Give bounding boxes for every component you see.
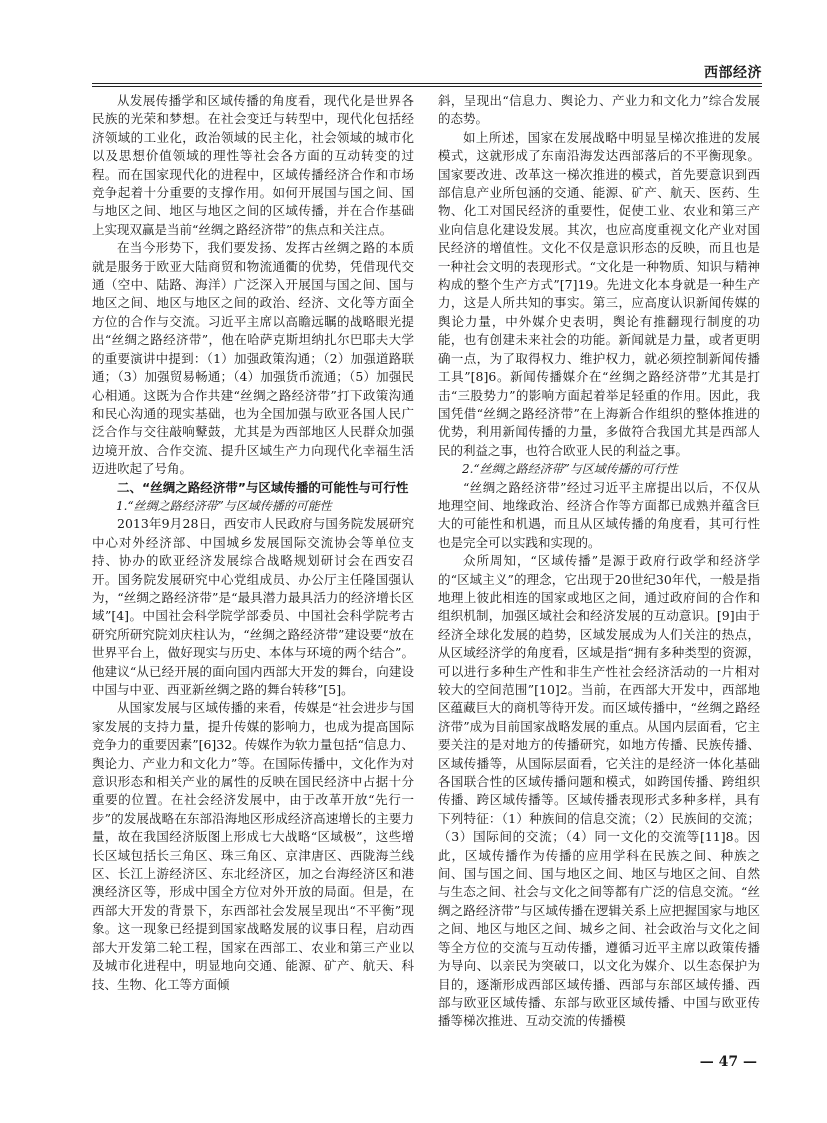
- header-rule: [92, 83, 762, 84]
- subsection-heading: 1.“丝绸之路经济带”与区域传播的可能性: [116, 498, 332, 513]
- paragraph: 从国家发展与区域传播的来看，传媒是“社会进步与国家发展的支持力量，提升传媒的影响力，也成为提高国际竞争力的重要因素”[6]32。传媒作为软力量包括“信息力、舆论力、产业力和文化力”等。在国际传播中，文化作为对意识形态和相关产业的属性的反映在国民经济中占据十分重要的位置。在社会经济发展中，由于改革开放“先行一步”的发展战略在东部沿海地区形成经济高速增长的主要力量，故在我国经济版图上形成七大战略“区域极”，这些增长区域包括长三角区、珠三角区、京津唐区、西陇海兰线区、长江上游经济区、东北经济区，加之台海经济区和港澳经济区等，形成中国全方位对外开放的局面。但是，在西部大开发的背景下，东西部社会发展呈现出“不平衡”现象。这一现象已经提到国家战略发展的议事日程，启动西部大开发第二轮工程，国家在西部工、农业和第三产业以及城市化进程中，明显地向交通、能源、矿产、航天、科技、生物、化工等方面倾: [92, 700, 414, 992]
- paragraph: 从发展传播学和区域传播的角度看，现代化是世界各民族的光荣和梦想。在社会变迁与转型中，现代化包括经济领域的工业化，政治领域的民主化，社会领域的城市化以及思想价值领域的理性等社会各方面的互动转变的过程。而在国家现代化的进程中，区域传播经济合作和市场竞争起着十分重要的支撑作用。如何开展国与国之间、国与地区之间、地区与地区之间的区域传播，并在合作基础上实现双赢是当前“丝绸之路经济带”的焦点和关注点。: [92, 93, 414, 237]
- page-number: — 47 —: [699, 1054, 757, 1070]
- paragraph: 如上所述，国家在发展战略中明显呈梯次推进的发展模式，这就形成了东南沿海发达西部落后的不平衡现象。国家要改进、改革这一梯次推进的模式，首先要意识到西部信息产业所包涵的交通、能源、矿产、航天、医药、生物、化工对国民经济的重要性，促使工业、农业和第三产业向信息化建设发展。其次，也应高度重视文化产业对国民经济的增值性。文化不仅是意识形态的反映，而且也是一种社会文明的表现形式。“文化是一种物质、知识与精神构成的整个生产方式”[7]19。先进文化本身就是一种生产力，这是人所共知的事实。第三，应高度认识新闻传媒的舆论力量，中外媒介史表明，舆论有推翻现行制度的功能，也有创建未来社会的功能。新闻就是力量，或者更明确一点，为了取得权力、维护权力，就必须控制新闻传播工具”[8]6。新闻传播媒介在“丝绸之路经济带”尤其是打击“三股势力”的影响方面起着举足轻重的作用。因此，我国凭借“丝绸之路经济带”在上海新合作组织的整体推进的优势，利用新闻传播的力量，多做符合我国尤其是西部人民的利益之事，也符合欧亚人民的利益之事。: [438, 129, 760, 458]
- paragraph: 在当今形势下，我们要发扬、发挥古丝绸之路的本质就是服务于欧亚大陆商贸和物流通衢的优势，凭借现代交通（空中、陆路、海洋）广泛深入开展国与国之间、国与地区之间、地区与地区之间的政治、经济、文化等方面全方位的合作与交流。习近平主席以高瞻远瞩的战略眼光提出“丝绸之路经济带”，他在哈萨克斯坦纳扎尔巴耶夫大学的重要演讲中提到：（1）加强政策沟通；（2）加强道路联通；（3）加强贸易畅通；（4）加强货币流通；（5）加强民心相通。这既为合作共建“丝绸之路经济带”打下政策沟通和民心沟通的现实基础，也为全国加强与欧亚各国人民广泛合作与交往敲响鼙鼓，尤其是为西部地区人民群众加强边境开放、合作交流、提升区域生产力向现代化幸福生活迈进吹起了号角。: [92, 240, 414, 477]
- paragraph-continued: 斜，呈现出“信息力、舆论力、产业力和文化力”综合发展的态势。: [438, 93, 760, 127]
- journal-title: 西部经济: [704, 65, 762, 81]
- paragraph: 众所周知，“区域传播”是源于政府行政学和经济学的“区域主义”的理念，它出现于20世纪30年代，一般是指地理上彼此相连的国家或地区之间，通过政府间的合作和组织机制，加强区域社会和经济发展的互动意识。[9]由于经济全球化发展的趋势，区域发展成为人们关注的热点，从区域经济学的角度看，区域是指“拥有多种类型的资源，可以进行多种生产性和非生产性社会经济活动的一片相对较大的空间范围”[10]2。当前，在西部大开发中，西部地区蕴藏巨大的商机等待开发。而区域传播中，“丝绸之路经济带”成为目前国家战略发展的重点。从国内层面看，它主要关注的是对地方的传播研究，如地方传播、民族传播、区域传播等，从国际层面看，它关注的是经济一体化基础各国联合性的区域传播问题和模式，如跨国传播、跨组织传播、跨区域传播等。区域传播表现形式多种多样，具有下列特征：（1）种族间的信息交流；（2）民族间的交流；（3）国际间的交流；（4）同一文化的交流等[11]8。因此，区域传播作为传播的应用学科在民族之间、种族之间、国与国之间、国与地区之间、地区与地区之间、自然与生态之间、社会与文化之间等都有广泛的信息交流。“丝绸之路经济带”与区域传播在逻辑关系上应把握国家与地区之间、地区与地区之间、城乡之间、社会政治与文化之间等全方位的交流与互动传播，遵循习近平主席以政策传播为导向、以亲民为突破口，以文化为媒介、以生态保护为目的，逐渐形成西部区域传播、西部与东部区域传播、西部与欧亚区域传播、东部与欧亚区域传播、中国与欧亚传播等梯次推进、互动交流的传播模: [438, 553, 760, 1029]
- running-header: [92, 62, 762, 84]
- section-heading: 二、“丝绸之路经济带”与区域传播的可能性与可行性: [117, 479, 409, 495]
- paragraph: “丝绸之路经济带”经过习近平主席提出以后，不仅从地理空间、地缘政治、经济合作等方面都已成熟并蕴含巨大的可能性和机遇，而且从区域传播的角度看，其可行性也是完全可以实践和实现的。: [438, 479, 760, 550]
- right-column: [438, 92, 760, 1031]
- paragraph: 2013年9月28日，西安市人民政府与国务院发展研究中心对外经济部、中国城乡发展国际交流协会等单位支持、协办的欧亚经济发展综合战略规划研讨会在西安召开。国务院发展研究中心党组成员、办公厅主任隆国强认为，“丝绸之路经济带”是“最具潜力最具活力的经济增长区域”[4]。中国社会科学院学部委员、中国社会科学院考古研究所研究院刘庆柱认为，“丝绸之路经济带”建设要“放在世界平台上，做好现实与历史、本体与环境的两个结合”。他建议“从已经开展的面向国内西部大开发的舞台，向建设中国与中亚、西亚新丝绸之路的舞台转移”[5]。: [92, 516, 414, 697]
- subsection-heading: 2.“丝绸之路经济带”与区域传播的可行性: [462, 462, 678, 477]
- left-column: [92, 92, 414, 994]
